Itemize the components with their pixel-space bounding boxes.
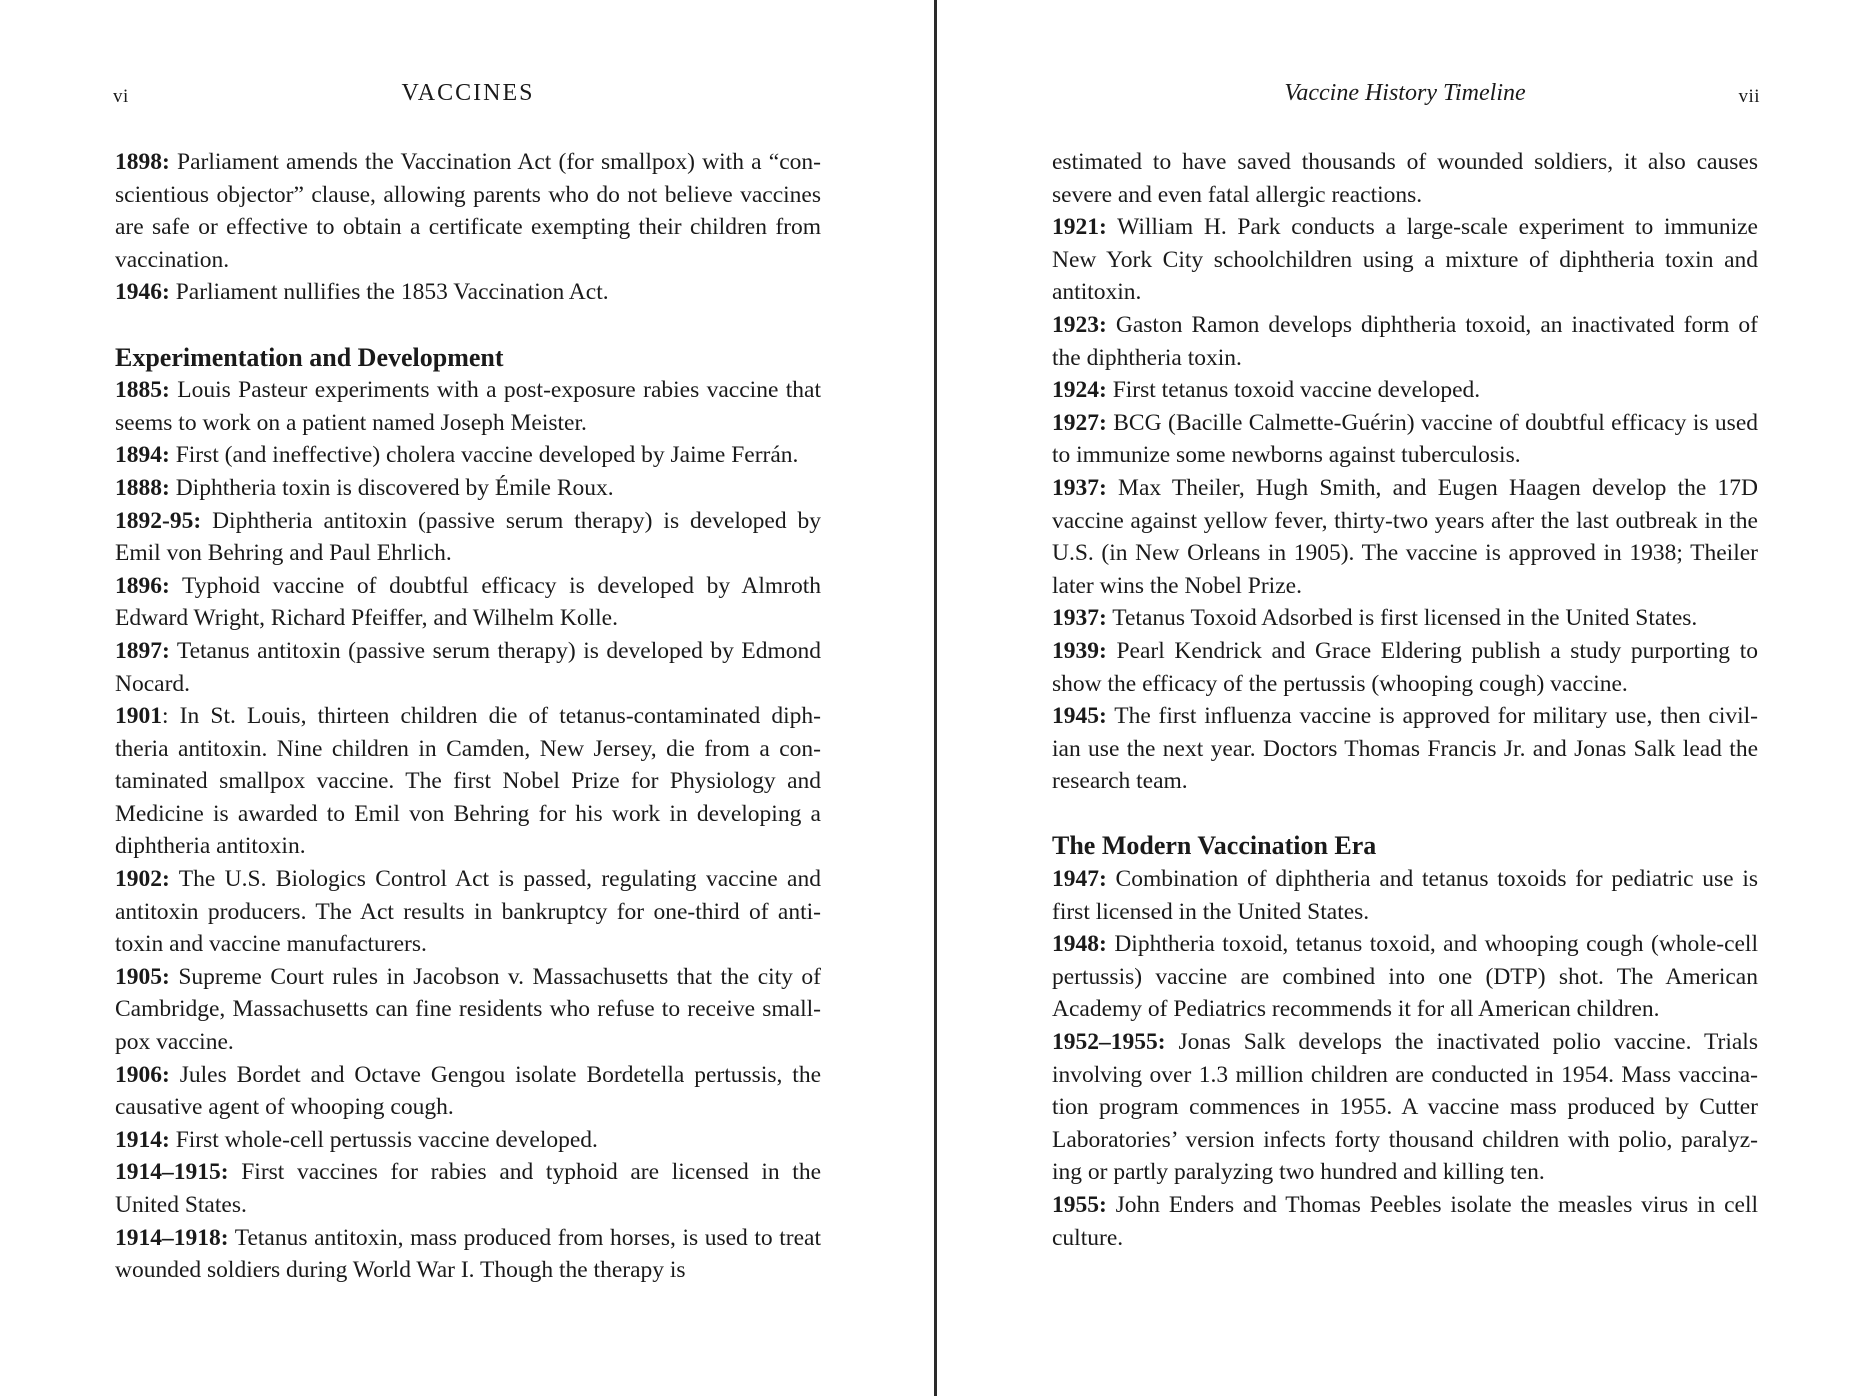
entry-year: 1914: (115, 1126, 170, 1153)
entry-text: Tetanus antitoxin (passive serum therapy) is developed by Edmond Nocard. (115, 637, 821, 697)
entry-text: Jonas Salk develops the inactivated polio vaccine. Trials involving over 1.3 million children are conducted in 1954. Mass vaccina-tion program commences in 1955. A vaccine mass produced by Cutter Laboratories’ version infects forty thousand children with polio, paralyz-ing or partly paralyzing two hundred and killing ten. (1052, 1029, 1758, 1186)
timeline-entry (1052, 472, 1758, 602)
entry-year: 1897: (115, 637, 170, 664)
running-title: Vaccine History Timeline (1284, 80, 1526, 106)
left-page (115, 0, 821, 1396)
entry-text: Tetanus antitoxin, mass produced from horses, is used to treat wounded soldiers during World War I. Though the therapy is (115, 1224, 821, 1284)
running-title: VACCINES (401, 80, 535, 106)
timeline-entry (115, 863, 821, 961)
entry-text: Combination of diphtheria and tetanus toxoids for pediatric use is first licensed in the United States. (1052, 866, 1758, 925)
timeline-entry (115, 1059, 821, 1124)
entry-year: 1894: (115, 442, 170, 469)
book-gutter (934, 0, 937, 1396)
continued-paragraph: estimated to have saved thousands of wounded soldiers, it also causes severe and even fatal allergic reactions. (1052, 149, 1758, 208)
entry-text: The U.S. Biologics Control Act is passed, regulating vaccine and antitoxin producers. The Act results in bankruptcy for one-third of anti-toxin and vaccine manufacturers. (115, 866, 821, 958)
entry-year: 1921: (1052, 214, 1107, 241)
timeline-entry (115, 439, 821, 472)
entry-year: 1902: (115, 866, 170, 893)
section-heading: Experimentation and Development (115, 342, 504, 372)
entry-year: 1924: (1052, 377, 1107, 404)
entry-year: 1888: (115, 474, 170, 501)
entry-text: Supreme Court rules in Jacobson v. Massachusetts that the city of Cambridge, Massachusetts can fine residents who refuse to receive small-pox vaccine. (115, 963, 821, 1056)
entry-text: Parliament amends the Vaccination Act (for smallpox) with a “con-scientious objector” clause, allowing parents who do not believe vaccines are safe or effective to obtain a certificate exempting their children from vaccination. (115, 149, 821, 273)
entry-text: First vaccines for rabies and typhoid are licensed in the United States. (115, 1159, 821, 1218)
timeline-entry (115, 505, 821, 570)
entry-text: First whole-cell pertussis vaccine developed. (169, 1126, 598, 1153)
timeline-entry (115, 570, 821, 635)
entry-year: 1901 (115, 703, 162, 730)
timeline-entry (1052, 1189, 1758, 1254)
entry-year: 1945: (1052, 703, 1107, 730)
timeline-entry (1052, 928, 1758, 1026)
page-number: vii (1738, 86, 1760, 107)
timeline-entry (115, 276, 821, 309)
entry-text: Louis Pasteur experiments with a post-exposure rabies vaccine that seems to work on a patient named Joseph Meister. (115, 377, 821, 436)
entry-year: 1892-95: (115, 507, 202, 534)
entry-year: 1955: (1052, 1192, 1107, 1218)
entry-text: Max Theiler, Hugh Smith, and Eugen Haagen develop the 17D vaccine against yellow fever, thirty-two years after the last outbreak in the U.S. (in New Orleans in 1905). The vaccine is approved in 1938; Theiler later wins the Nobel Prize. (1052, 474, 1758, 599)
timeline-entry (115, 374, 821, 439)
entry-year: 1939: (1052, 637, 1107, 664)
entry-text: Diphtheria antitoxin (passive serum therapy) is developed by Emil von Behring and Paul Ehrlich. (115, 507, 821, 567)
entry-year: 1914–1918: (115, 1224, 229, 1251)
timeline-entry (1052, 635, 1758, 700)
running-head (1052, 80, 1758, 116)
entry-text: Diphtheria toxoid, tetanus toxoid, and whooping cough (whole-cell pertussis) vaccine are combined into one (DTP) shot. The American Academy of Pediatrics recommends it for all American children. (1052, 931, 1758, 1023)
timeline-entry (115, 1124, 821, 1157)
entry-text: BCG (Bacille Calmette-Guérin) vaccine of doubtful efficacy is used to immunize some newborns against tuberculosis. (1052, 409, 1758, 469)
entry-year: 1946: (115, 279, 170, 306)
entry-text: Jules Bordet and Octave Gengou isolate Bordetella pertussis, the causative agent of whooping cough. (115, 1061, 821, 1121)
right-page (1052, 0, 1758, 1396)
entry-year: 1937: (1052, 474, 1107, 501)
entry-text: Tetanus Toxoid Adsorbed is first licensed in the United States. (1106, 605, 1698, 632)
timeline-entry (1052, 700, 1758, 798)
entry-year: 1898: (115, 149, 170, 175)
entry-year: 1947: (1052, 866, 1107, 893)
timeline-entry (1052, 602, 1758, 635)
entry-year: 1923: (1052, 311, 1107, 338)
entry-text: Typhoid vaccine of doubtful efficacy is developed by Almroth Edward Wright, Richard Pfeiffer, and Wilhelm Kolle. (115, 572, 821, 632)
timeline-entry (1052, 863, 1758, 928)
entry-text: Gaston Ramon develops diphtheria toxoid, an inactivated form of the diphtheria toxin. (1052, 311, 1758, 371)
running-head (115, 80, 821, 116)
entry-year: 1914–1915: (115, 1159, 229, 1186)
entry-year: 1906: (115, 1061, 170, 1088)
timeline-entry (1052, 1026, 1758, 1189)
timeline-entry (1052, 211, 1758, 309)
entry-text: Parliament nullifies the 1853 Vaccination Act. (169, 279, 609, 306)
timeline-entry (115, 700, 821, 863)
entry-text: : In St. Louis, thirteen children die of tetanus-contaminated diph-theria antitoxin. Nine children in Camden, New Jersey, die from a con-taminated smallpox vaccine. The first Nobel Prize for Physiology and Medicine is awarded to Emil von Behring for his work in developing a diphtheria antitoxin. (115, 703, 821, 860)
timeline-entry (115, 1156, 821, 1221)
entry-text: First tetanus toxoid vaccine developed. (1106, 377, 1481, 404)
entry-year: 1927: (1052, 409, 1107, 436)
entry-text: Diphtheria toxin is discovered by Émile Roux. (169, 474, 614, 501)
entry-text: John Enders and Thomas Peebles isolate the measles virus in cell culture. (1052, 1192, 1758, 1251)
entry-year: 1952–1955: (1052, 1029, 1166, 1056)
timeline-entry (115, 1222, 821, 1287)
timeline-entry (1052, 309, 1758, 374)
entry-year: 1896: (115, 572, 170, 599)
timeline-entry (115, 961, 821, 1059)
timeline-entry (115, 472, 821, 505)
entry-text: The first influenza vaccine is approved for military use, then civil-ian use the next year. Doctors Thomas Francis Jr. and Jonas Salk lead the research team. (1052, 703, 1758, 795)
timeline-entry (115, 146, 821, 276)
entry-year: 1885: (115, 377, 170, 404)
timeline-entry (1052, 407, 1758, 472)
entry-year: 1937: (1052, 605, 1107, 632)
page-body (115, 146, 821, 1287)
timeline-entry (115, 635, 821, 700)
entry-text: Pearl Kendrick and Grace Eldering publish a study purporting to show the efficacy of the pertussis (whooping cough) vaccine. (1052, 637, 1758, 697)
section-heading: The Modern Vaccination Era (1052, 831, 1377, 861)
entry-year: 1948: (1052, 931, 1107, 958)
entry-text: William H. Park conducts a large-scale experiment to immunize New York City schoolchildren using a mixture of diphtheria toxin and antitoxin. (1052, 214, 1758, 306)
page-body (1052, 146, 1758, 1254)
timeline-entry (1052, 374, 1758, 407)
page-number: vi (113, 86, 129, 107)
entry-text: First (and ineffective) cholera vaccine developed by Jaime Ferrán. (169, 442, 799, 469)
entry-year: 1905: (115, 963, 170, 990)
